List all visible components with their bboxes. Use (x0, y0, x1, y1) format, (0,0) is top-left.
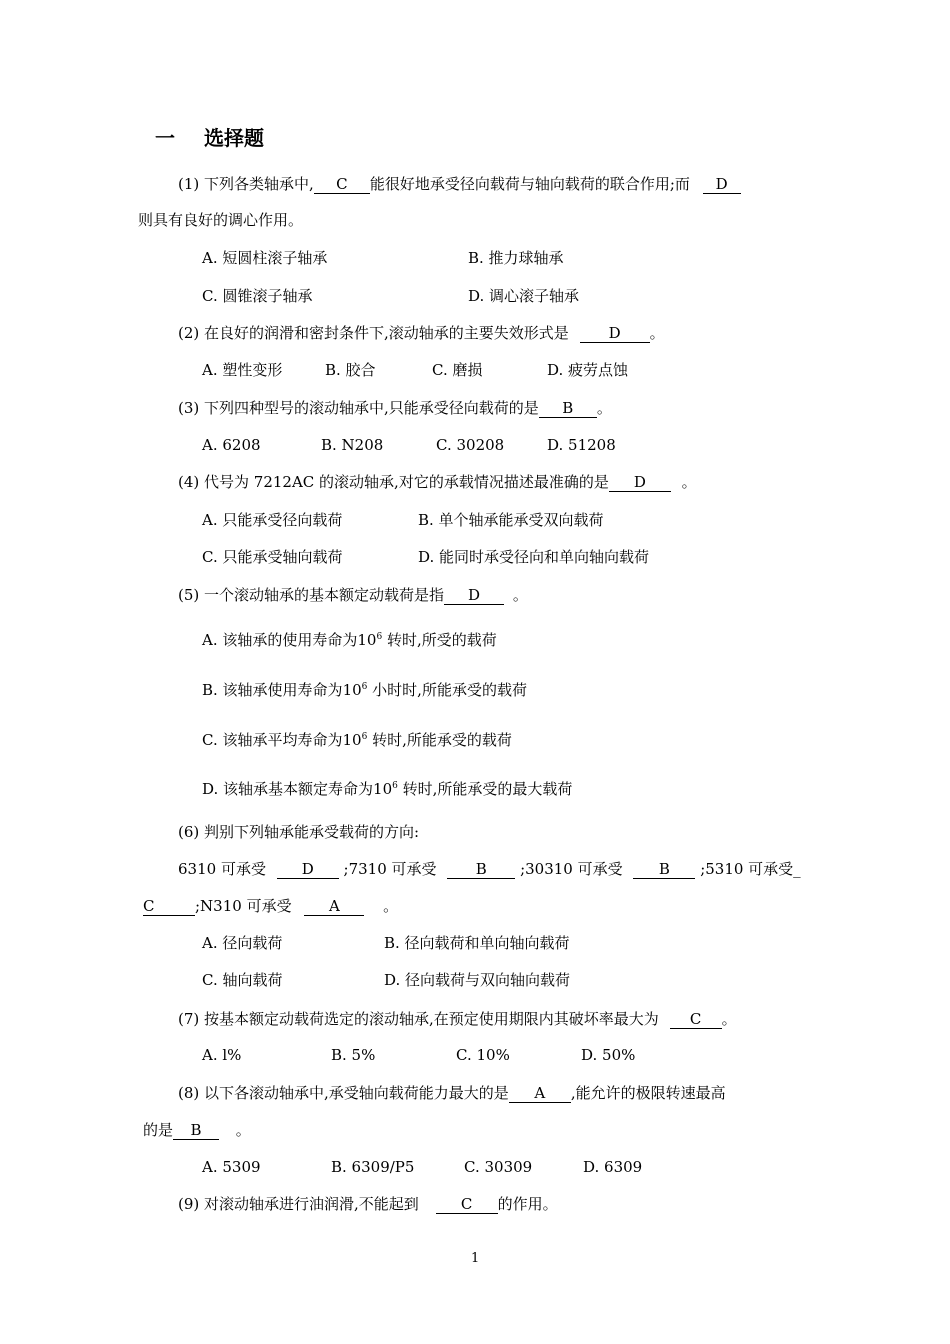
answer-blank: D (703, 175, 741, 194)
option-d (202, 779, 572, 799)
question-1 (178, 174, 741, 194)
question-5 (178, 585, 528, 605)
option-b (202, 680, 527, 700)
question-text: 6310 可承受 (178, 860, 266, 878)
option: D. 调心滚子轴承 (468, 287, 580, 305)
option: B. 胶合 (325, 361, 376, 379)
answer-blank: D (609, 473, 671, 492)
power-base: 10 (342, 731, 362, 749)
option: D. 51208 (547, 436, 616, 454)
question-number: (1) (178, 175, 200, 193)
answer-blank: C (436, 1195, 498, 1214)
question-text: 的作用。 (497, 1195, 558, 1213)
option-text: 小时时,所能承受的载荷 (372, 681, 527, 699)
power-exponent: 6 (376, 632, 383, 642)
option: C. 只能承受轴向载荷 (202, 548, 343, 566)
question-text: 。 (596, 399, 612, 417)
question-text: ;5310 可承受_ (700, 860, 801, 878)
option: A. 短圆柱滚子轴承 (202, 249, 328, 267)
question-number: (9) (178, 1195, 200, 1213)
option: B. 径向载荷和单向轴向载荷 (384, 934, 570, 952)
question-text: 能很好地承受径向载荷与轴向载荷的联合作用;而 (369, 175, 690, 193)
power-exponent: 6 (361, 682, 368, 692)
option: D. 疲劳点蚀 (547, 361, 629, 379)
question-number: (8) (178, 1084, 200, 1102)
question-text: 。 (681, 473, 697, 491)
answer-blank: A (304, 897, 364, 916)
question-text: 判别下列轴承能承受载荷的方向: (204, 823, 420, 841)
question-7 (178, 1009, 737, 1029)
option: C. 10% (456, 1046, 510, 1064)
question-text: ;N310 可承受 (195, 897, 292, 915)
question-text: 。 (649, 324, 665, 342)
question-8-continuation (143, 1120, 251, 1140)
option: C. 圆锥滚子轴承 (202, 287, 313, 305)
question-4 (178, 472, 697, 492)
power-exponent: 6 (392, 781, 398, 791)
option: B. 6309/P5 (331, 1158, 415, 1176)
option: B. 推力球轴承 (468, 249, 564, 267)
question-text: 对滚动轴承进行油润滑,不能起到 (204, 1195, 419, 1213)
option-text: D. 该轴承基本额定寿命为 (202, 780, 374, 798)
question-1-continuation: 则具有良好的调心作用。 (138, 211, 304, 229)
question-text: 。 (235, 1121, 251, 1139)
option: B. 5% (331, 1046, 376, 1064)
option: A. 只能承受径向载荷 (202, 511, 343, 529)
answer-blank: D (444, 586, 504, 605)
option-text: C. 该轴承平均寿命为 (202, 731, 343, 749)
option: B. N208 (321, 436, 384, 454)
option-text: 转时,所能承受的最大载荷 (402, 780, 573, 798)
option-text: 转时,所受的载荷 (386, 631, 497, 649)
question-8 (178, 1083, 726, 1103)
option: A. 6208 (202, 436, 261, 454)
option: A. 塑性变形 (202, 361, 283, 379)
option: D. 6309 (583, 1158, 643, 1176)
option: A. l% (202, 1046, 242, 1064)
section-number: 一 (155, 126, 175, 150)
question-text: 以下各滚动轴承中,承受轴向载荷能力最大的是 (204, 1084, 509, 1102)
power-exponent: 6 (361, 732, 368, 742)
question-text: 下列各类轴承中, (204, 175, 314, 193)
question-text: 按基本额定动载荷选定的滚动轴承,在预定使用期限内其破坏率最大为 (204, 1010, 659, 1028)
question-text: 在良好的润滑和密封条件下,滚动轴承的主要失效形式是 (204, 324, 569, 342)
question-text: ;30310 可承受 (520, 860, 623, 878)
option-c (202, 730, 512, 750)
question-text: 。 (383, 897, 399, 915)
option-text: B. 该轴承使用寿命为 (202, 681, 343, 699)
answer-blank: C (670, 1010, 722, 1029)
power-base: 10 (357, 631, 377, 649)
option: D. 能同时承受径向和单向轴向载荷 (418, 548, 650, 566)
option: C. 30309 (464, 1158, 533, 1176)
option: C. 30208 (436, 436, 505, 454)
option: C. 轴向载荷 (202, 971, 283, 989)
question-number: (3) (178, 399, 200, 417)
option-text: A. 该轴承的使用寿命为 (202, 631, 358, 649)
answer-blank: B (633, 860, 695, 879)
question-2 (178, 323, 665, 343)
section-title-text: 选择题 (203, 126, 264, 150)
option: A. 径向载荷 (202, 934, 283, 952)
question-text: ;7310 可承受 (343, 860, 437, 878)
power-base: 10 (342, 681, 362, 699)
question-text: 下列四种型号的滚动轴承中,只能承受径向载荷的是 (204, 399, 539, 417)
option-a (202, 630, 497, 650)
question-9 (178, 1194, 558, 1214)
answer-blank: D (277, 860, 339, 879)
answer-blank: C (314, 175, 370, 194)
section-title (155, 128, 264, 148)
option: A. 5309 (202, 1158, 261, 1176)
answer-blank: B (447, 860, 515, 879)
question-text: 代号为 7212AC 的滚动轴承,对它的承载情况描述最准确的是 (204, 473, 609, 491)
answer-blank: A (509, 1084, 571, 1103)
question-text: ,能允许的极限转速最高 (570, 1084, 726, 1102)
question-text: 的是 (143, 1121, 174, 1139)
question-6 (178, 822, 419, 842)
question-number: (5) (178, 586, 200, 604)
answer-blank: D (580, 324, 650, 343)
option: B. 单个轴承能承受双向载荷 (418, 511, 604, 529)
question-number: (7) (178, 1010, 200, 1028)
page-number: 1 (471, 1251, 480, 1266)
option-text: 转时,所能承受的载荷 (372, 731, 512, 749)
answer-blank: C (143, 897, 195, 916)
question-number: (2) (178, 324, 200, 342)
question-text: 。 (721, 1010, 737, 1028)
answer-blank: B (173, 1121, 219, 1140)
answer-blank: B (539, 399, 597, 418)
option: D. 径向载荷与双向轴向载荷 (384, 971, 571, 989)
power-base: 10 (373, 780, 393, 798)
question-3 (178, 398, 612, 418)
question-text: 。 (512, 586, 528, 604)
option: C. 磨损 (432, 361, 483, 379)
question-number: (4) (178, 473, 200, 491)
question-6-line-1 (178, 859, 801, 879)
option: D. 50% (581, 1046, 636, 1064)
question-text: 一个滚动轴承的基本额定动载荷是指 (204, 586, 445, 604)
question-number: (6) (178, 823, 200, 841)
question-6-line-2 (143, 896, 398, 916)
